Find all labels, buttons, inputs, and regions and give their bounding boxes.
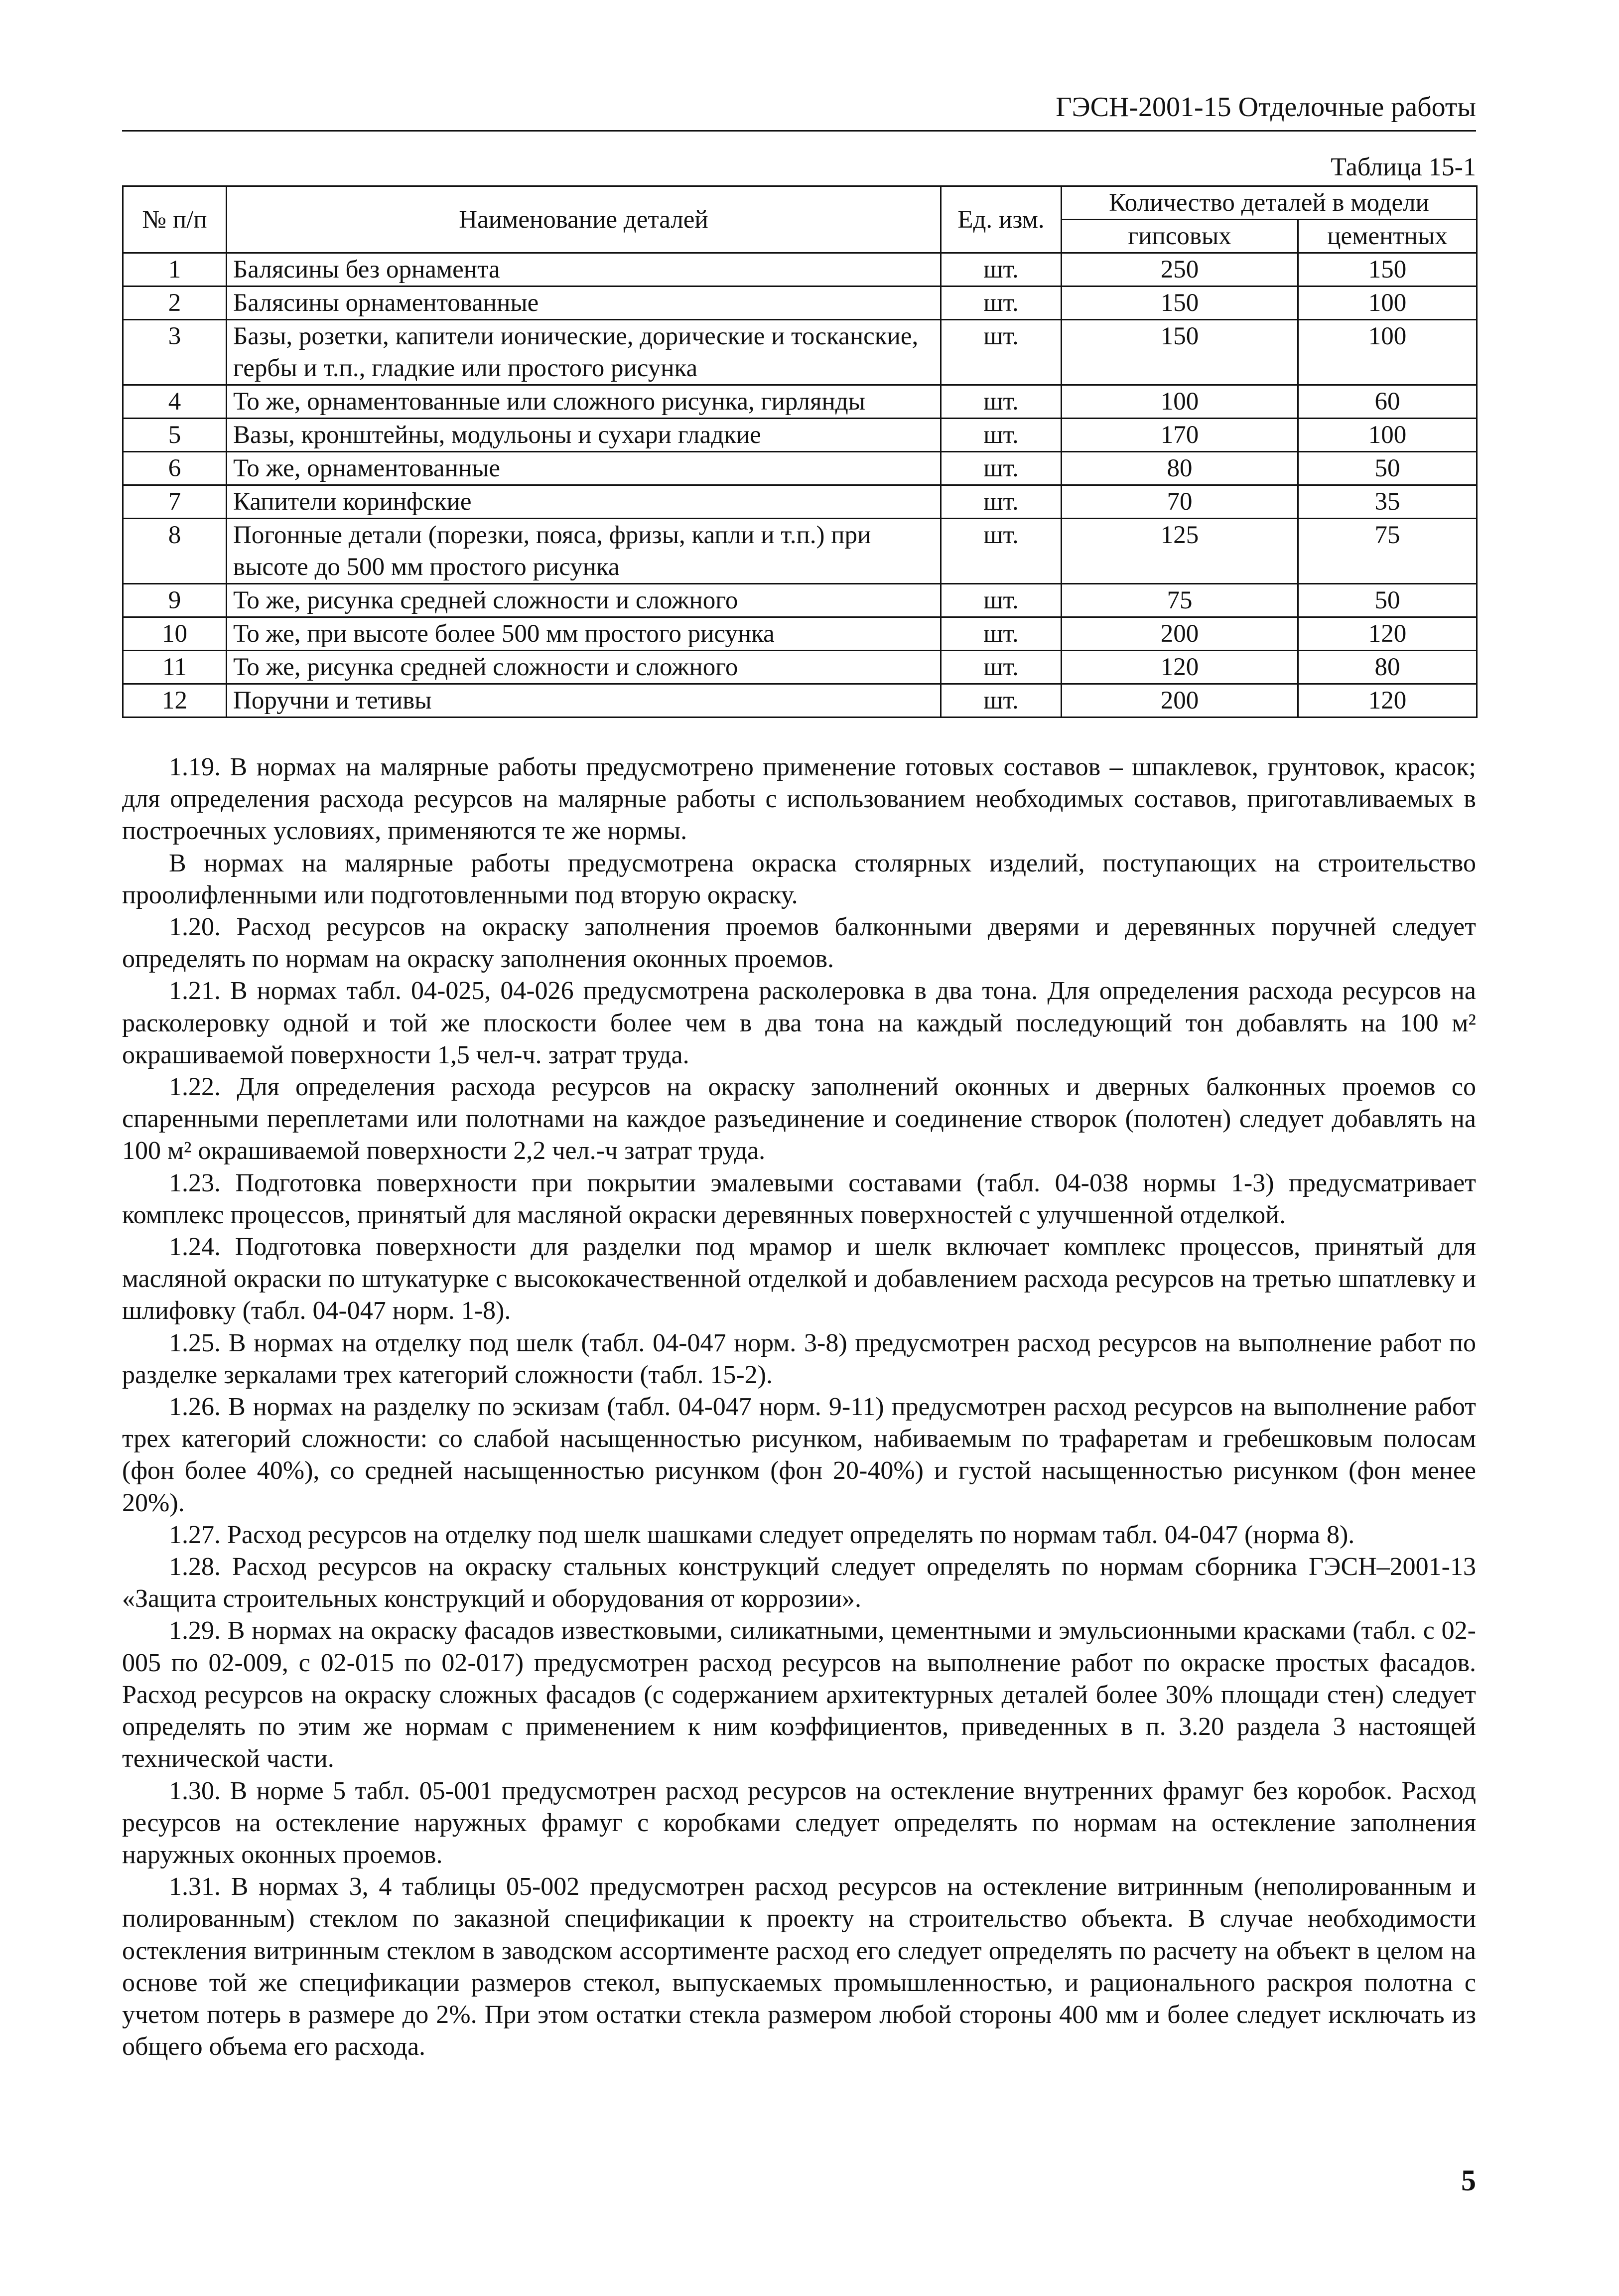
paragraph-1-26: 1.26. В нормах на разделку по эскизам (табл. 04-047 норм. 9-11) предусмотрен расход ресурсов на выполнение работ трех категорий сложности: со слабой насыщенностью рисунком, набиваемым по трафаретам и гребешковым полосам (фон более 40%), со средней насыщенностью рисунком (фон 20-40%) и густой насыщенностью рисунком (фон менее 20%). <box>122 1393 1476 1517</box>
cell-gypsum: 200 <box>1062 617 1298 651</box>
cell-cement: 75 <box>1298 519 1477 584</box>
cell-cement: 120 <box>1298 684 1477 718</box>
cell-num: 2 <box>123 287 227 320</box>
cell-unit: шт. <box>941 320 1062 385</box>
cell-cement: 150 <box>1298 253 1477 287</box>
cell-gypsum: 100 <box>1062 385 1298 419</box>
paragraph-1-25: 1.25. В нормах на отделку под шелк (табл. 04-047 норм. 3-8) предусмотрен расход ресурсов на выполнение работ по разделке зеркалами трех категорий сложности (табл. 15-2). <box>122 1328 1476 1389</box>
table-row <box>123 485 1477 519</box>
running-header: ГЭСН-2001-15 Отделочные работы <box>122 87 1476 132</box>
cell-name: Балясины без орнамента <box>227 253 941 287</box>
cell-cement: 100 <box>1298 320 1477 385</box>
cell-cement: 35 <box>1298 485 1477 519</box>
body-text <box>122 751 1476 2063</box>
cell-num: 10 <box>123 617 227 651</box>
cell-num: 8 <box>123 519 227 584</box>
cell-num: 9 <box>123 584 227 617</box>
paragraph-1-23: 1.23. Подготовка поверхности при покрытии эмалевыми составами (табл. 04-038 нормы 1-3) предусматривает комплекс процессов, принятый для масляной окраски деревянных поверхностей с улучшенной отделкой. <box>122 1168 1476 1229</box>
details-table <box>122 185 1478 718</box>
paragraph-1-20: 1.20. Расход ресурсов на окраску заполнения проемов балконными дверями и деревянных поручней следует определять по нормам на окраску заполнения оконных проемов. <box>122 913 1476 974</box>
table-row <box>123 684 1477 718</box>
header-gypsum: гипсовых <box>1062 220 1298 253</box>
paragraph-1-29: 1.29. В нормах на окраску фасадов известковыми, силикатными, цементными и эмульсионными красками (табл. с 02-005 по 02-009, с 02-015 по 02-017) предусмотрен расход ресурсов на выполнение работ по окраске простых фасадов. Расход ресурсов на окраску сложных фасадов (с содержанием архитектурных деталей более 30% площади стен) следует определять по этим же нормам с применением к ним коэффициентов, приведенных в п. 3.20 раздела 3 настоящей технической части. <box>122 1616 1476 1773</box>
cell-cement: 100 <box>1298 419 1477 452</box>
cell-num: 6 <box>123 452 227 485</box>
cell-name: То же, орнаментованные или сложного рисунка, гирлянды <box>227 385 941 419</box>
paragraph-1-28: 1.28. Расход ресурсов на окраску стальных конструкций следует определять по нормам сборника ГЭСН–2001-13 «Защита строительных конструкций и оборудования от коррозии». <box>122 1553 1476 1613</box>
cell-gypsum: 70 <box>1062 485 1298 519</box>
cell-unit: шт. <box>941 617 1062 651</box>
cell-cement: 60 <box>1298 385 1477 419</box>
cell-gypsum: 200 <box>1062 684 1298 718</box>
cell-name: Базы, розетки, капители ионические, дорические и тосканские, гербы и т.п., гладкие или простого рисунка <box>227 320 941 385</box>
cell-cement: 50 <box>1298 584 1477 617</box>
table-row <box>123 385 1477 419</box>
cell-unit: шт. <box>941 253 1062 287</box>
cell-name: То же, орнаментованные <box>227 452 941 485</box>
table-row <box>123 584 1477 617</box>
paragraph-1-30: 1.30. В норме 5 табл. 05-001 предусмотрен расход ресурсов на остекление внутренних фрамуг без коробок. Расход ресурсов на остекление наружных фрамуг с коробками следует определять по нормам на остекление заполнения наружных оконных проемов. <box>122 1776 1476 1869</box>
table-row <box>123 419 1477 452</box>
cell-cement: 50 <box>1298 452 1477 485</box>
page-number: 5 <box>1461 2164 1476 2197</box>
paragraph-1-27: 1.27. Расход ресурсов на отделку под шелк шашками следует определять по нормам табл. 04-047 (норма 8). <box>169 1520 1355 1549</box>
cell-gypsum: 80 <box>1062 452 1298 485</box>
table-row <box>123 287 1477 320</box>
header-cement: цементных <box>1298 220 1477 253</box>
cell-num: 5 <box>123 419 227 452</box>
table-row <box>123 253 1477 287</box>
cell-num: 12 <box>123 684 227 718</box>
table-row <box>123 452 1477 485</box>
cell-cement: 100 <box>1298 287 1477 320</box>
cell-unit: шт. <box>941 485 1062 519</box>
cell-name: Вазы, кронштейны, модульоны и сухари гладкие <box>227 419 941 452</box>
cell-name: Погонные детали (порезки, пояса, фризы, капли и т.п.) при высоте до 500 мм простого рисунка <box>227 519 941 584</box>
cell-unit: шт. <box>941 385 1062 419</box>
cell-cement: 80 <box>1298 651 1477 684</box>
cell-num: 11 <box>123 651 227 684</box>
cell-gypsum: 250 <box>1062 253 1298 287</box>
paragraph-1-19-cont: В нормах на малярные работы предусмотрена окраска столярных изделий, поступающих на строительство проолифленными или подготовленными под вторую окраску. <box>122 849 1476 909</box>
cell-num: 7 <box>123 485 227 519</box>
cell-name: Поручни и тетивы <box>227 684 941 718</box>
cell-unit: шт. <box>941 684 1062 718</box>
table-row <box>123 617 1477 651</box>
cell-name: Балясины орнаментованные <box>227 287 941 320</box>
cell-unit: шт. <box>941 287 1062 320</box>
cell-unit: шт. <box>941 519 1062 584</box>
paragraph-1-19: 1.19. В нормах на малярные работы предусмотрено применение готовых составов – шпаклевок, грунтовок, красок; для определения расхода ресурсов на малярные работы с использованием необходимых составов, приготавливаемых в построечных условиях, применяются те же нормы. <box>122 753 1476 846</box>
cell-unit: шт. <box>941 452 1062 485</box>
cell-unit: шт. <box>941 419 1062 452</box>
table-row <box>123 651 1477 684</box>
table-row <box>123 320 1477 385</box>
cell-gypsum: 170 <box>1062 419 1298 452</box>
cell-num: 3 <box>123 320 227 385</box>
table-row <box>123 519 1477 584</box>
cell-unit: шт. <box>941 651 1062 684</box>
paragraph-1-21: 1.21. В нормах табл. 04-025, 04-026 предусмотрена расколеровка в два тона. Для определения расхода ресурсов на расколеровку одной и той же плоскости более чем в два тона на каждый последующий тон добавлять на 100 м² окрашиваемой поверхности 1,5 чел-ч. затрат труда. <box>122 977 1476 1069</box>
table-caption: Таблица 15-1 <box>1331 153 1476 181</box>
cell-gypsum: 125 <box>1062 519 1298 584</box>
cell-unit: шт. <box>941 584 1062 617</box>
cell-gypsum: 150 <box>1062 287 1298 320</box>
header-qty-group: Количество деталей в модели <box>1062 186 1477 220</box>
header-name: Наименование деталей <box>227 186 941 253</box>
cell-name: То же, рисунка средней сложности и сложного <box>227 584 941 617</box>
cell-num: 4 <box>123 385 227 419</box>
cell-name: То же, при высоте более 500 мм простого рисунка <box>227 617 941 651</box>
cell-name: То же, рисунка средней сложности и сложного <box>227 651 941 684</box>
cell-cement: 120 <box>1298 617 1477 651</box>
header-unit: Ед. изм. <box>941 186 1062 253</box>
cell-gypsum: 150 <box>1062 320 1298 385</box>
cell-name: Капители коринфские <box>227 485 941 519</box>
header-num: № п/п <box>123 186 227 253</box>
paragraph-1-24: 1.24. Подготовка поверхности для разделки под мрамор и шелк включает комплекс процессов, принятый для масляной окраски по штукатурке с высококачественной отделкой и добавлением расхода ресурсов на третью шпатлевку и шлифовку (табл. 04-047 норм. 1-8). <box>122 1233 1476 1325</box>
paragraph-1-22: 1.22. Для определения расхода ресурсов на окраску заполнений оконных и дверных балконных проемов со спаренными переплетами или полотнами на каждое разъединение и соединение створок (полотен) следует добавлять на 100 м² окрашиваемой поверхности 2,2 чел.-ч затрат труда. <box>122 1073 1476 1165</box>
cell-num: 1 <box>123 253 227 287</box>
paragraph-1-31: 1.31. В нормах 3, 4 таблицы 05-002 предусмотрен расход ресурсов на остекление витринным (неполированным и полированным) стеклом по заказной спецификации к проекту на строительство объекта. В случае необходимости остекления витринным стеклом в заводском ассортименте расход его следует определять по расчету на объект в целом на основе той же спецификации размеров стекол, выпускаемых промышленностью, и рационального раскроя полотна с учетом потерь в размере до 2%. При этом остатки стекла размером любой стороны 400 мм и более следует исключать из общего объема его расхода. <box>122 1872 1476 2061</box>
cell-gypsum: 120 <box>1062 651 1298 684</box>
cell-gypsum: 75 <box>1062 584 1298 617</box>
